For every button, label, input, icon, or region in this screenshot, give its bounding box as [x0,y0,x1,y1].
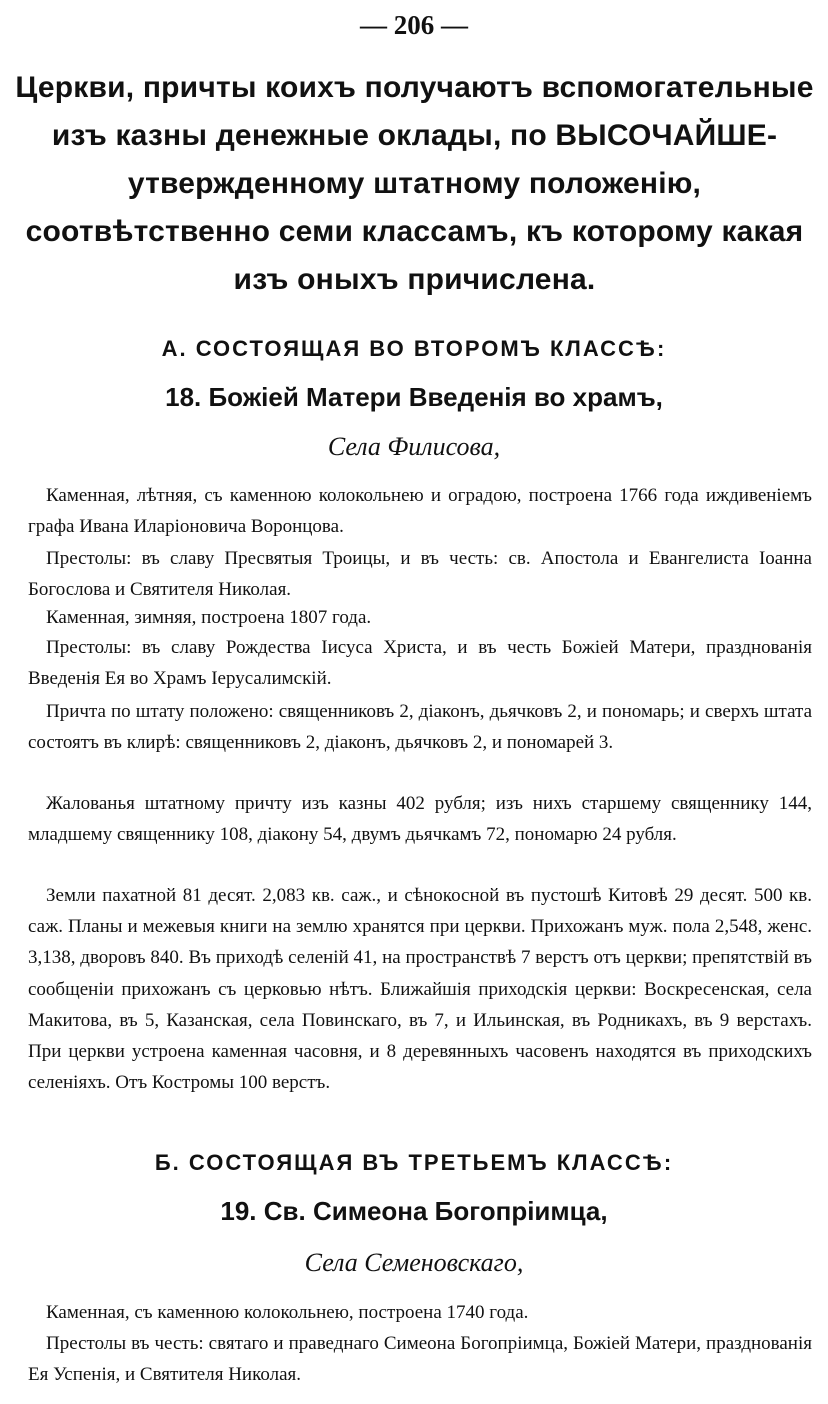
section-b-village: Села Семеновскаго, [304,1248,524,1277]
section-b-church-name: 19. Св. Симеона Богопріимца, [220,1196,608,1226]
section-a-heading: А. СОСТОЯЩАЯ ВО ВТОРОМЪ КЛАССѢ: [161,336,667,361]
section-a-paragraph: Жалованья штатному причту изъ казны 402 рубля; изъ нихъ старшему священнику 144, младшему священнику 108, діакону 54, двумъ дьячкамъ 72, пономарю 24 рубля. [28,793,812,846]
page-number: — 206 — [360,10,468,40]
section-a-paragraph: Престолы: въ славу Рождества Іисуса Христа, и въ честь Божіей Матери, празднованія Введенія Ея во Храмъ Іерусалимскій. [28,637,812,690]
section-b-paragraph: Каменная, съ каменною колокольнею, построена 1740 года. [46,1302,529,1323]
section-a-paragraph: Престолы: въ славу Пресвятыя Троицы, и въ честь: св. Апостола и Евангелиста Іоанна Богослова и Святителя Николая. [28,548,812,601]
section-a-paragraph: Каменная, лѣтняя, съ каменною колокольнею и оградою, построена 1766 года иждивеніемъ графа Ивана Иларіоновича Воронцова. [28,485,812,538]
section-a-village: Села Филисова, [327,432,501,461]
section-b-paragraph: Престолы въ честь: святаго и праведнаго Симеона Богопріимца, Божіей Матери, празднованія Ея Успенія, и Святителя Николая. [28,1333,812,1386]
section-a-paragraph: Причта по штату положено: священниковъ 2, діаконъ, дьячковъ 2, и пономарь; и сверхъ штата состоятъ въ клирѣ: священниковъ 2, діаконъ, дьячковъ 2, и пономарей 3. [28,701,812,754]
page-title: Церкви, причты коихъ получаютъ вспомогательные изъ казны денежные оклады, по ВЫСОЧАЙШЕ-утвержденному штатному положенію, соотвѣтственно семи классамъ, къ которому какая изъ оныхъ причислена. [15,71,814,296]
section-a-paragraph: Каменная, зимняя, построена 1807 года. [46,607,372,628]
section-a-church-name: 18. Божіей Матери Введенія во храмъ, [165,382,663,412]
section-b-heading: Б. СОСТОЯЩАЯ ВЪ ТРЕТЬЕМЪ КЛАССѢ: [154,1150,674,1175]
section-a-paragraph: Земли пахатной 81 десят. 2,083 кв. саж., и сѣнокосной въ пустошѣ Китовѣ 29 десят. 500 кв. саж. Планы и межевыя книги на землю хранятся при церкви. Прихожанъ муж. пола 2,548, женс. 3,138, дворовъ 840. Въ приходѣ селеній 41, на пространствѣ 7 верстъ отъ церкви; препятствій въ сообщеніи прихожанъ съ церковью нѣтъ. Ближайшія приходскія церкви: Воскресенская, села Макитова, въ 5, Казанская, села Повинскаго, въ 7, и Ильинская, въ Родникахъ, въ 9 верстахъ. При церкви устроена каменная часовня, и 8 деревянныхъ часовенъ находятся въ приходскихъ селеніяхъ. Отъ Костромы 100 верстъ. [28,885,812,1094]
